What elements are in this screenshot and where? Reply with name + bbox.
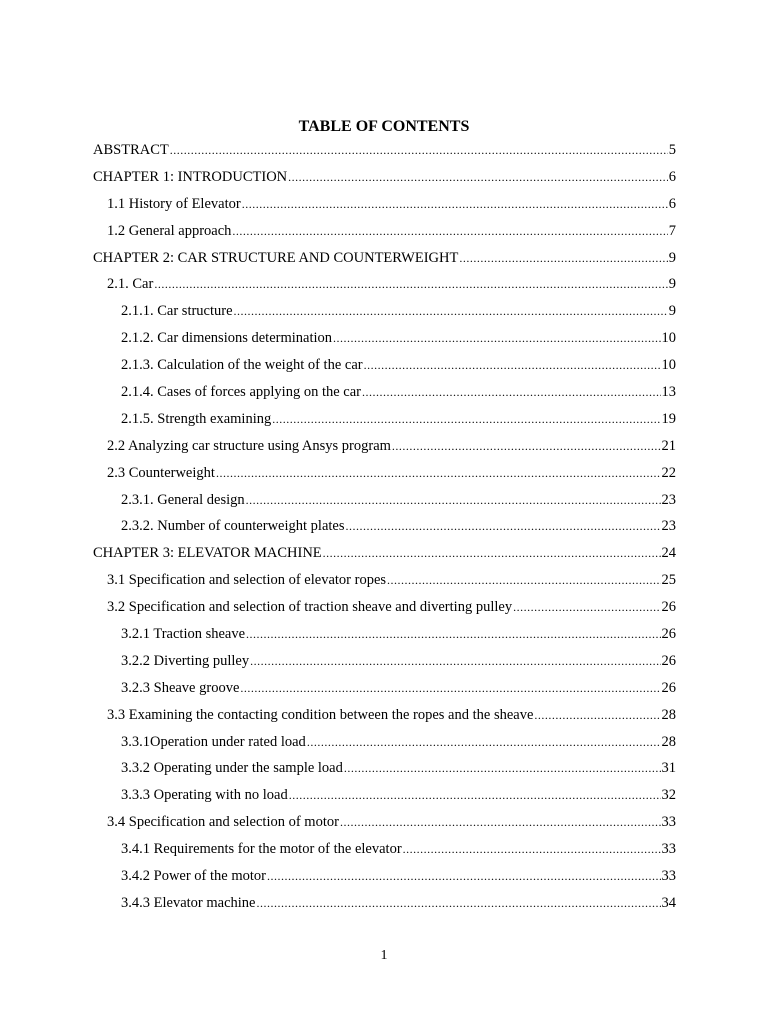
toc-dot-leader [345,513,660,540]
toc-entry-title: ABSTRACT [93,142,169,158]
toc-entry[interactable] [93,702,676,729]
toc-entry-page: 7 [668,222,676,239]
toc-entry[interactable] [93,890,676,917]
toc-entry[interactable] [93,782,676,809]
toc-entry-title: 3.2.2 Diverting pulley [121,652,250,669]
toc-entry-page: 33 [661,841,676,858]
toc-entry[interactable] [93,567,676,594]
toc-entry-title: 2.1. Car [107,276,154,293]
toc-dot-leader [246,487,661,514]
toc-entry-page: 26 [661,679,676,696]
toc-entry-title: 2.3.1. General design [121,491,245,508]
toc-entry-title: 3.2 Specification and selection of traction sheave and diverting pulley [107,599,513,616]
toc-entry-title: 3.2.1 Traction sheave [121,626,246,643]
toc-entry-page: 23 [661,491,676,508]
toc-dot-leader [216,460,661,487]
toc-dot-leader [288,164,668,191]
toc-dot-leader [344,755,661,782]
toc-dot-leader [513,594,660,621]
toc-entry[interactable] [93,191,676,218]
toc-entry-title: 2.1.1. Car structure [121,303,233,320]
toc-entry-title: 3.3.3 Operating with no load [121,787,288,804]
toc-entry-title: 3.4 Specification and selection of motor [107,814,339,831]
toc-entry[interactable] [93,218,676,245]
toc-entry-page: 13 [661,384,676,401]
toc-dot-leader [333,325,660,352]
toc-entry[interactable] [93,648,676,675]
toc-entry[interactable] [93,755,676,782]
toc-entry-page: 23 [661,518,676,535]
toc-dot-leader [170,137,668,164]
toc-dot-leader [242,191,668,218]
toc-entry-title: CHAPTER 3: ELEVATOR MACHINE [93,545,322,562]
toc-dot-leader [289,782,661,809]
toc-entry-title: 2.1.2. Car dimensions determination [121,330,333,347]
toc-entry-page: 10 [661,357,676,374]
toc-entry-page: 26 [661,626,676,643]
toc-entry-page: 9 [668,249,676,266]
toc-list [93,137,676,917]
toc-dot-leader [323,540,661,567]
toc-entry[interactable] [93,352,676,379]
toc-entry-title: 2.3.2. Number of counterweight plates [121,518,345,535]
toc-entry-page: 22 [661,464,676,481]
toc-entry[interactable] [93,245,676,272]
toc-entry[interactable] [93,460,676,487]
toc-entry-page: 32 [661,787,676,804]
toc-entry[interactable] [93,137,676,164]
toc-dot-leader [234,298,668,325]
toc-entry-title: 1.1 History of Elevator [107,195,241,212]
toc-entry[interactable] [93,675,676,702]
page-number: 1 [380,948,388,963]
toc-entry[interactable] [93,621,676,648]
toc-entry-page: 19 [661,410,676,427]
toc-dot-leader [240,675,660,702]
toc-entry-page: 10 [661,330,676,347]
toc-entry-page: 9 [668,303,676,320]
toc-dot-leader [340,809,661,836]
toc-entry-title: 3.4.1 Requirements for the motor of the elevator [121,841,402,858]
toc-dot-leader [232,218,667,245]
toc-entry-title: 3.4.2 Power of the motor [121,868,266,885]
toc-dot-leader [246,621,660,648]
toc-dot-leader [403,836,661,863]
toc-entry-page: 21 [661,437,676,454]
toc-entry-title: 3.3 Examining the contacting condition between the ropes and the sheave [107,706,534,723]
toc-title: TABLE OF CONTENTS [298,118,470,135]
toc-entry-title: 2.1.4. Cases of forces applying on the car [121,384,361,401]
toc-entry[interactable] [93,298,676,325]
toc-entry-title: 3.1 Specification and selection of elevator ropes [107,572,387,589]
toc-entry-page: 5 [668,142,676,158]
toc-entry[interactable] [93,164,676,191]
toc-entry-page: 33 [661,868,676,885]
toc-entry[interactable] [93,863,676,890]
toc-dot-leader [272,406,660,433]
toc-entry-page: 6 [668,195,676,212]
toc-entry-title: 3.4.3 Elevator machine [121,894,256,911]
toc-entry-title: CHAPTER 1: INTRODUCTION [93,168,288,185]
toc-entry[interactable] [93,487,676,514]
toc-entry[interactable] [93,540,676,567]
toc-entry-page: 24 [661,545,676,562]
toc-entry[interactable] [93,271,676,298]
toc-entry-title: 2.2 Analyzing car structure using Ansys program [107,437,391,454]
toc-entry[interactable] [93,325,676,352]
toc-entry-page: 31 [661,760,676,777]
toc-entry-title: 3.2.3 Sheave groove [121,679,240,696]
toc-entry-page: 25 [661,572,676,589]
toc-entry-page: 33 [661,814,676,831]
toc-dot-leader [459,245,667,272]
toc-dot-leader [154,271,667,298]
toc-dot-leader [267,863,661,890]
toc-dot-leader [364,352,661,379]
toc-entry-page: 26 [661,652,676,669]
toc-entry-title: 3.3.1Operation under rated load [121,733,306,750]
toc-entry-page: 28 [661,706,676,723]
toc-dot-leader [392,433,661,460]
toc-entry-title: 2.1.3. Calculation of the weight of the car [121,357,363,374]
toc-entry[interactable] [93,729,676,756]
toc-entry[interactable] [93,433,676,460]
toc-entry-page: 34 [661,894,676,911]
toc-entry-page: 26 [661,599,676,616]
toc-dot-leader [387,567,660,594]
toc-entry-title: 3.3.2 Operating under the sample load [121,760,343,777]
toc-entry[interactable] [93,379,676,406]
toc-entry-page: 6 [668,168,676,185]
toc-entry[interactable] [93,809,676,836]
toc-entry[interactable] [93,594,676,621]
toc-entry-title: CHAPTER 2: CAR STRUCTURE AND COUNTERWEIGHT [93,249,459,266]
toc-dot-leader [256,890,660,917]
toc-dot-leader [250,648,660,675]
toc-dot-leader [307,729,661,756]
toc-entry[interactable] [93,406,676,433]
toc-dot-leader [362,379,661,406]
toc-entry-title: 1.2 General approach [107,222,232,239]
toc-entry-title: 2.3 Counterweight [107,464,215,481]
toc-entry[interactable] [93,513,676,540]
toc-entry[interactable] [93,836,676,863]
toc-entry-page: 9 [668,276,676,293]
toc-dot-leader [534,702,660,729]
toc-entry-title: 2.1.5. Strength examining [121,410,272,427]
toc-entry-page: 28 [661,733,676,750]
